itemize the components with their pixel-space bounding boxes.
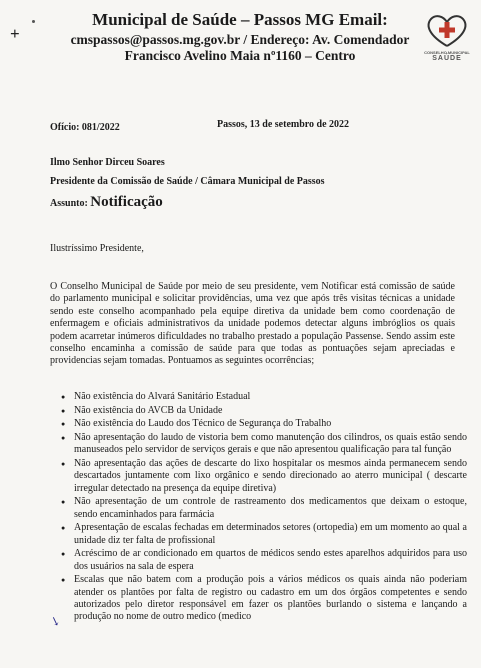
list-item: ● Escalas que não batem com a produção pois a vários médicos os quais ainda não poderiam atender os plantões por falta de registro ou cadastro em um dos órgãos competentes e sendo autorizados pelo diretor responsável em fazer os plantões burlando o sistema e lançando a produção no nome de outro medico (medico: [74, 574, 467, 623]
main-paragraph: O Conselho Municipal de Saúde por meio de seu presidente, vem Notificar está comissão de saúde do parlamento municipal e solicitar providências, uma vez que após três visitas técnicas a unidade sendo este conselho acompanhado pela equipe diretiva da unidade bem como coordenação de enfermagem e oficiais administrativos da unidade podemos detectar alguns imbróglios os quais podem acarretar inúmeros dificuldades no trabalho prestado a população Passense. Sendo assim este conselho encaminha a comissão de saúde para que todas as pontuações sejam apreciadas e providencias sejam tomadas. Pontuamos as seguintes ocorrências;: [50, 281, 455, 367]
occurrence-list: [60, 391, 467, 625]
list-item: ● Apresentação de escalas fechadas em determinados setores (ortopedia) em um momento ao qual a unidade diz ter falta de profissional: [74, 522, 467, 547]
subject-value: Notificação: [90, 194, 163, 210]
logo-org-text: CONSELHO MUNICIPAL: [424, 50, 470, 55]
heart-cross-icon: [422, 10, 472, 50]
list-item: ● Não apresentação de um controle de rastreamento dos medicamentos que deixam o estoque, sendo encaminhados para farmácia: [74, 496, 467, 521]
subject-line: [50, 194, 163, 211]
list-item: ● Não existência do Laudo dos Técnico de Segurança do Trabalho: [74, 418, 467, 430]
letterhead-line-1: Municipal de Saúde – Passos MG Email:: [92, 10, 388, 29]
letter-date: Passos, 13 de setembro de 2022: [217, 119, 350, 130]
letterhead-line-2: cmspassos@passos.mg.gov.br / Endereço: Av. Comendador: [70, 32, 410, 47]
letterhead-line-3: Francisco Avelino Maia nº1160 – Centro: [124, 48, 356, 63]
recipient-name: Ilmo Senhor Dirceu Soares: [50, 157, 165, 168]
recipient-title: Presidente da Comissão de Saúde / Câmara Municipal de Passos: [50, 176, 325, 187]
list-item: ● Não apresentação das ações de descarte do lixo hospitalar os mesmos ainda permanecem sendo descartados juntamente com lixo orgânico e sendo direcionado ao aterro municipal ( descarte irregular detectado na presença da equipe diretiva): [74, 458, 467, 495]
subject-label: Assunto:: [50, 198, 88, 209]
logo-name-text: SAÚDE: [432, 55, 462, 62]
list-item: ● Não apresentação do laudo de vistoria bem como manutenção dos cilindros, os quais estão sendo manuseados pelo servidor de serviços gerais e que não apresentou qualificação para tal função: [74, 432, 467, 457]
plus-mark-icon: +: [10, 24, 20, 43]
greeting: Ilustríssimo Presidente,: [50, 243, 144, 254]
speck-mark: [32, 20, 35, 23]
list-item: ● Não existência do Alvará Sanitário Estadual: [74, 391, 467, 403]
council-logo: [422, 10, 472, 65]
list-item: ● Acréscimo de ar condicionado em quartos de médicos sendo estes aparelhos adquiridos para uso dos usuários na sala de espera: [74, 548, 467, 573]
pen-tick-mark-icon: ↘: [48, 612, 63, 630]
oficio-number: Ofício: 081/2022: [50, 122, 120, 133]
list-item: ● Não existência do AVCB da Unidade: [74, 405, 467, 417]
letterhead: [40, 10, 440, 64]
